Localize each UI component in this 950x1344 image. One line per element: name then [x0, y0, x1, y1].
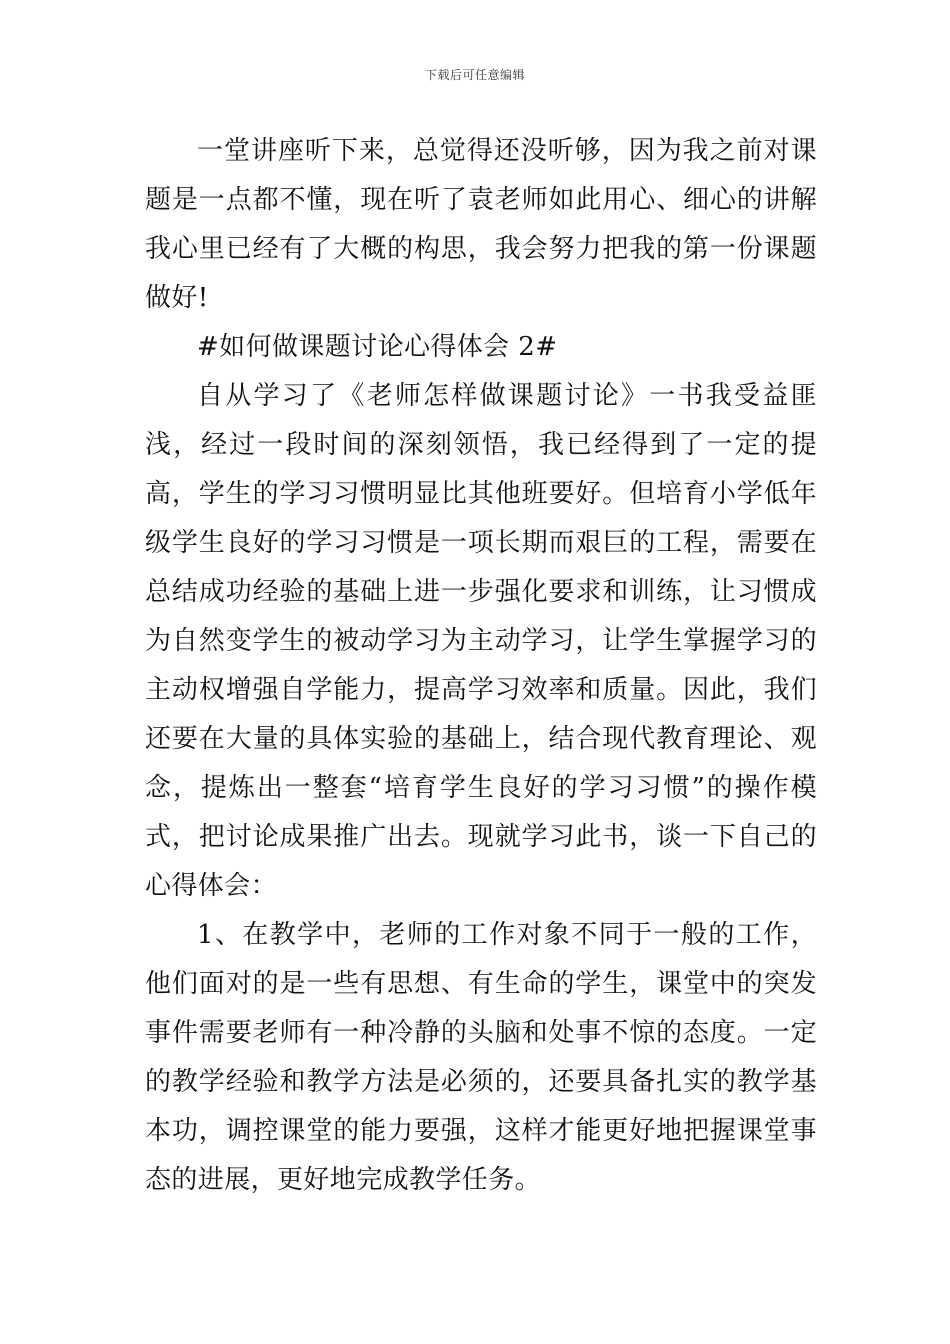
header-note: 下载后可任意编辑	[424, 68, 525, 82]
paragraph-book-study: 自从学习了《老师怎样做课题讨论》一书我受益匪浅，经过一段时间的深刻领悟，我已经得到了一定的提高，学生的学习习惯明显比其他班要好。但培育小学低年级学生良好的学习习惯是一项长期而艰巨的工程，需要在总结成功经验的基础上进一步强化要求和训练，让习惯成为自然变学生的被动学习为主动学习，让学生掌握学习的主动权增强自学能力，提高学习效率和质量。因此，我们还要在大量的具体实验的基础上，结合现代教育理论、观念，提炼出一整套“培育学生良好的学习习惯”的操作模式，把讨论成果推广出去。现就学习此书，谈一下自己的心得体会：	[145, 381, 817, 901]
document-body	[145, 127, 817, 1205]
paragraph-point-one: 1、在教学中，老师的工作对象不同于一般的工作，他们面对的是一些有思想、有生命的学生，课堂中的突发事件需要老师有一种冷静的头脑和处事不惊的态度。一定的教学经验和教学方法是必须的，还要具备扎实的教学基本功，调控课堂的能力要强，这样才能更好地把握课堂事态的进展，更好地完成教学任务。	[145, 920, 817, 1195]
paragraph-lecture-reflection: 一堂讲座听下来，总觉得还没听够，因为我之前对课题是一点都不懂，现在听了袁老师如此用心、细心的讲解我心里已经有了大概的构思，我会努力把我的第一份课题做好!	[145, 136, 817, 313]
section-heading: #如何做课题讨论心得体会 2#	[197, 332, 558, 362]
